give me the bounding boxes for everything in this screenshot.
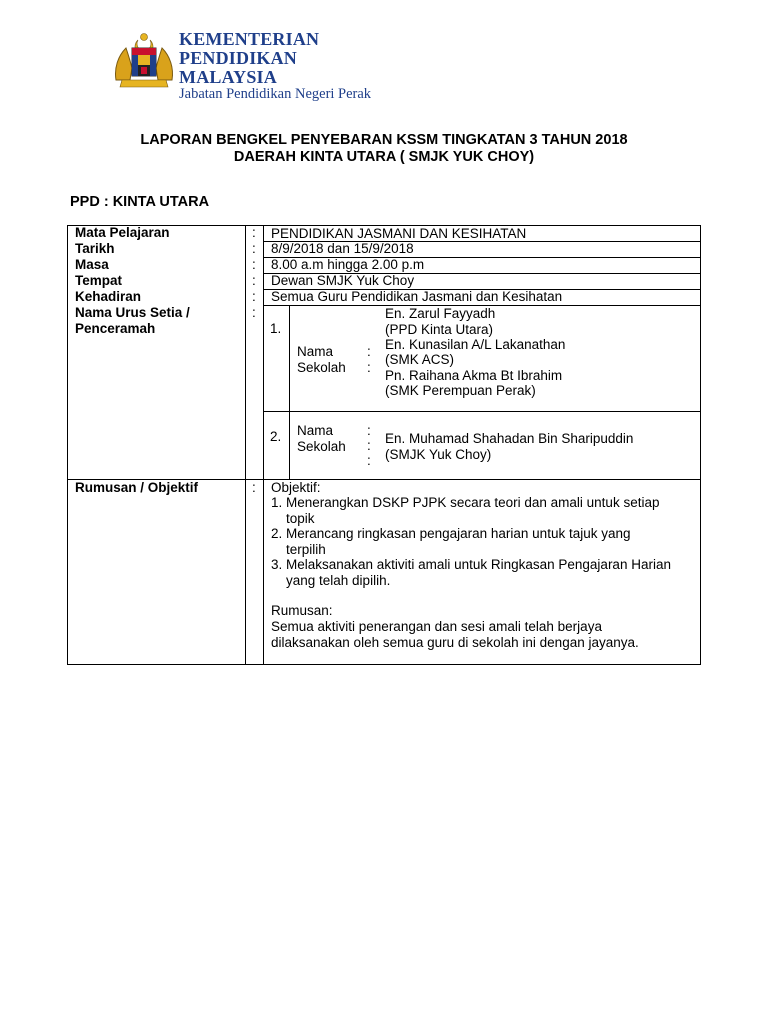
ministry-line-2: PENDIDIKAN	[179, 48, 298, 68]
speaker-3-school: (SMK Perempuan Perak)	[385, 383, 536, 398]
summary-text-line-1: Semua aktiviti penerangan dan sesi amali telah berjaya	[271, 619, 602, 634]
speaker-group-divider	[263, 411, 700, 412]
report-title-line-2: DAERAH KINTA UTARA ( SMJK YUK CHOY)	[233, 149, 535, 165]
label-summary: Rumusan / Objektif	[75, 480, 199, 495]
speaker-group-2-sekolah-label: Sekolah	[297, 439, 346, 454]
colon: :	[252, 305, 256, 320]
colon: :	[252, 289, 256, 304]
malaysia-coat-of-arms-logo	[112, 30, 176, 90]
report-title-line-1: LAPORAN BENGKEL PENYEBARAN KSSM TINGKATAN 3 TAHUN 2018	[140, 132, 628, 148]
objective-2-continued: terpilih	[286, 542, 326, 557]
summary-heading: Rumusan:	[271, 603, 333, 618]
colon: :	[367, 438, 371, 453]
speaker-2-school: (SMK ACS)	[385, 352, 455, 367]
speaker-2-name: En. Kunasilan A/L Lakanathan	[385, 337, 566, 352]
label-attendance: Kehadiran	[75, 289, 142, 304]
speaker-4-name: En. Muhamad Shahadan Bin Sharipuddin	[385, 431, 634, 446]
colon: :	[367, 344, 371, 359]
speaker-group-1-sekolah-label: Sekolah	[297, 360, 346, 375]
label-venue: Tempat	[75, 273, 123, 288]
objective-3: 3. Melaksanakan aktiviti amali untuk Ringkasan Pengajaran Harian	[271, 557, 671, 572]
colon: :	[252, 225, 256, 240]
objective-3-continued: yang telah dipilih.	[286, 573, 391, 588]
label-speakers-line-1: Nama Urus Setia /	[75, 305, 190, 320]
table-border-bottom	[67, 664, 701, 665]
objective-heading: Objektif:	[271, 480, 321, 495]
speaker-4-school: (SMJK Yuk Choy)	[385, 447, 492, 462]
ministry-name	[179, 31, 319, 88]
ministry-line-1: KEMENTERIAN	[179, 29, 320, 49]
colon: :	[252, 273, 256, 288]
colon: :	[252, 480, 256, 495]
label-subject: Mata Pelajaran	[75, 225, 170, 240]
speaker-group-2-nama-label: Nama	[297, 423, 334, 438]
value-subject: PENDIDIKAN JASMANI DAN KESIHATAN	[271, 226, 527, 241]
value-time: 8.00 a.m hingga 2.00 p.m	[271, 257, 425, 272]
speaker-group-1-nama-label: Nama	[297, 344, 334, 359]
report-table	[67, 225, 701, 665]
column-divider-colon	[263, 225, 264, 665]
table-border-right	[700, 225, 701, 665]
speaker-1-school: (PPD Kinta Utara)	[385, 322, 494, 337]
speaker-group-1-number: 1.	[270, 321, 282, 336]
colon: :	[252, 241, 256, 256]
objective-1: 1. Menerangkan DSKP PJPK secara teori dan amali untuk setiap	[271, 495, 660, 510]
objective-1-continued: topik	[286, 511, 315, 526]
column-divider-label	[245, 225, 246, 665]
label-time: Masa	[75, 257, 109, 272]
value-attendance: Semua Guru Pendidikan Jasmani dan Kesihatan	[271, 289, 563, 304]
colon: :	[367, 423, 371, 438]
value-date: 8/9/2018 dan 15/9/2018	[271, 241, 414, 256]
colon: :	[367, 453, 371, 468]
speaker-number-divider	[289, 305, 290, 479]
speaker-1-name: En. Zarul Fayyadh	[385, 306, 496, 321]
summary-text-line-2: dilaksanakan oleh semua guru di sekolah ini dengan jayanya.	[271, 635, 639, 650]
speaker-3-name: Pn. Raihana Akma Bt Ibrahim	[385, 368, 563, 383]
label-date: Tarikh	[75, 241, 115, 256]
speaker-group-2-number: 2.	[270, 429, 282, 444]
ppd-heading: PPD : KINTA UTARA	[70, 194, 210, 210]
colon: :	[367, 360, 371, 375]
department-name: Jabatan Pendidikan Negeri Perak	[179, 86, 372, 102]
value-venue: Dewan SMJK Yuk Choy	[271, 273, 415, 288]
table-border-left	[67, 225, 68, 665]
label-speakers-line-2: Penceramah	[75, 321, 156, 336]
objective-2: 2. Merancang ringkasan pengajaran harian untuk tajuk yang	[271, 526, 631, 541]
colon: :	[252, 257, 256, 272]
ministry-line-3: MALAYSIA	[179, 67, 277, 87]
